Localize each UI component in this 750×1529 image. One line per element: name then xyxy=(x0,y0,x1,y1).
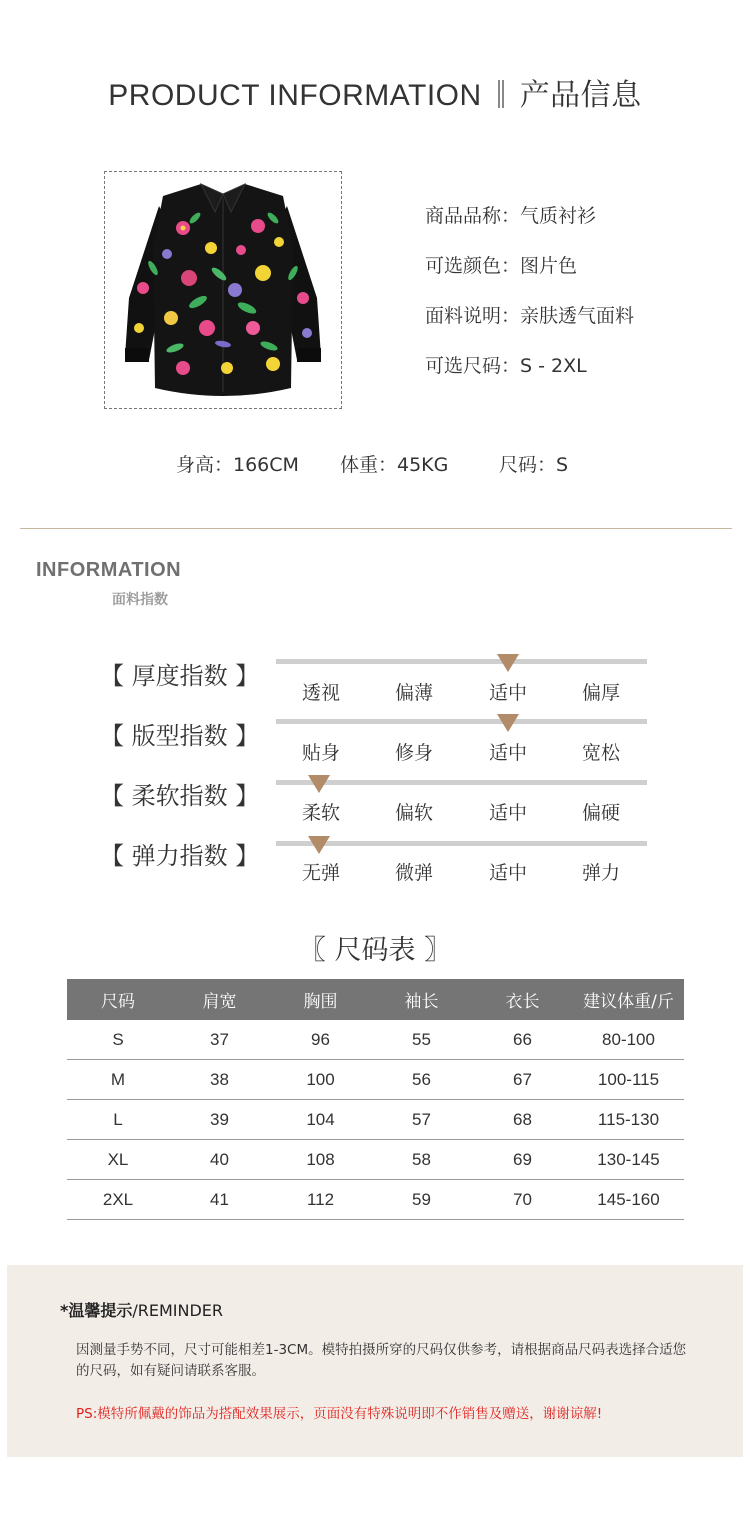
model-size: 尺码：S xyxy=(499,454,569,476)
reminder-ps: PS:模特所佩戴的饰品为搭配效果展示，页面没有特殊说明即不作销售及赠送，谢谢谅解! xyxy=(76,1406,603,1422)
info-name: 商品品称：气质衬衫 xyxy=(425,205,597,227)
table-cell: 55 xyxy=(371,1020,472,1060)
table-cell: 57 xyxy=(371,1100,472,1140)
table-cell: 2XL xyxy=(67,1180,169,1220)
table-cell: 66 xyxy=(472,1020,573,1060)
product-info-list xyxy=(425,200,634,400)
index-label: 微弹 xyxy=(394,862,433,884)
table-cell: 115-130 xyxy=(573,1100,684,1140)
section-divider xyxy=(20,528,732,529)
model-height: 身高：166CM xyxy=(176,454,299,476)
table-cell: 112 xyxy=(270,1180,371,1220)
column-header: 肩宽 xyxy=(169,979,270,1020)
table-cell: 41 xyxy=(169,1180,270,1220)
column-header: 尺码 xyxy=(67,979,169,1020)
index-label: 弹力 xyxy=(581,862,620,884)
index-title: 【 柔软指数 】 xyxy=(100,782,260,810)
reminder-title xyxy=(60,1298,223,1321)
size-chart-title: 〖 尺码表 〗 xyxy=(298,935,452,966)
reminder-title-cn: *温馨提示 xyxy=(60,1301,133,1320)
column-header: 衣长 xyxy=(472,979,573,1020)
table-cell: 100 xyxy=(270,1060,371,1100)
model-weight: 体重：45KG xyxy=(340,454,449,476)
index-title: 【 弹力指数 】 xyxy=(100,842,260,870)
table-cell: 37 xyxy=(169,1020,270,1060)
column-header: 胸围 xyxy=(270,979,371,1020)
table-row xyxy=(67,1140,684,1180)
reminder-title-en: /REMINDER xyxy=(132,1301,224,1320)
index-label: 无弹 xyxy=(301,862,340,884)
info-size: 可选尺码：S - 2XL xyxy=(425,355,587,377)
table-cell: 59 xyxy=(371,1180,472,1220)
table-cell: 67 xyxy=(472,1060,573,1100)
index-bar xyxy=(276,659,647,664)
table-cell: 39 xyxy=(169,1100,270,1140)
index-label: 偏软 xyxy=(394,802,433,824)
index-title: 【 厚度指数 】 xyxy=(100,662,260,690)
index-marker xyxy=(497,654,519,672)
table-cell: 130-145 xyxy=(573,1140,684,1180)
table-cell: 104 xyxy=(270,1100,371,1140)
floral-shirt-photo xyxy=(123,178,323,402)
table-cell: 56 xyxy=(371,1060,472,1100)
fabric-section-subtitle: 面料指数 xyxy=(112,592,168,608)
size-table xyxy=(67,979,684,1220)
column-header: 袖长 xyxy=(371,979,472,1020)
table-cell: 40 xyxy=(169,1140,270,1180)
table-row xyxy=(67,1020,684,1060)
table-row xyxy=(67,1180,684,1220)
fabric-section-title: INFORMATION xyxy=(36,559,182,581)
table-cell: 100-115 xyxy=(573,1060,684,1100)
index-label: 适中 xyxy=(488,682,527,704)
table-cell: XL xyxy=(67,1140,169,1180)
index-label: 偏厚 xyxy=(581,682,620,704)
index-marker xyxy=(497,714,519,732)
index-label: 偏薄 xyxy=(394,682,433,704)
index-bar xyxy=(276,780,647,785)
index-label: 适中 xyxy=(488,862,527,884)
index-marker xyxy=(308,836,330,854)
index-label: 适中 xyxy=(488,802,527,824)
table-cell: 68 xyxy=(472,1100,573,1140)
reminder-body: 因测量手势不同，尺寸可能相差1-3CM。模特拍摄所穿的尺码仅供参考，请根据商品尺码表选择合适您的尺码，如有疑问请联系客服。 xyxy=(76,1342,687,1379)
index-marker xyxy=(308,775,330,793)
table-row xyxy=(67,1060,684,1100)
index-label: 偏硬 xyxy=(581,802,620,824)
product-image-frame xyxy=(104,171,342,409)
title-en: PRODUCT INFORMATION xyxy=(108,79,482,112)
table-cell: 145-160 xyxy=(573,1180,684,1220)
index-label: 修身 xyxy=(394,742,433,764)
title-separator xyxy=(498,80,504,108)
title-cn: 产品信息 xyxy=(519,79,642,112)
index-label: 宽松 xyxy=(581,742,620,764)
info-color: 可选颜色：图片色 xyxy=(425,255,578,277)
table-cell: 69 xyxy=(472,1140,573,1180)
page-title xyxy=(0,70,750,114)
index-bar xyxy=(276,841,647,846)
index-title: 【 版型指数 】 xyxy=(100,722,260,750)
index-label: 贴身 xyxy=(301,742,340,764)
index-label: 适中 xyxy=(488,742,527,764)
table-cell: 96 xyxy=(270,1020,371,1060)
table-header-row xyxy=(67,979,684,1020)
table-cell: 80-100 xyxy=(573,1020,684,1060)
table-row xyxy=(67,1100,684,1140)
column-header: 建议体重/斤 xyxy=(573,979,684,1020)
table-cell: 38 xyxy=(169,1060,270,1100)
info-fabric: 面料说明：亲肤透气面料 xyxy=(425,305,635,327)
table-cell: S xyxy=(67,1020,169,1060)
table-cell: 108 xyxy=(270,1140,371,1180)
index-label: 柔软 xyxy=(301,802,340,824)
table-cell: 70 xyxy=(472,1180,573,1220)
table-cell: 58 xyxy=(371,1140,472,1180)
index-label: 透视 xyxy=(301,682,340,704)
table-cell: L xyxy=(67,1100,169,1140)
index-bar xyxy=(276,719,647,724)
table-cell: M xyxy=(67,1060,169,1100)
